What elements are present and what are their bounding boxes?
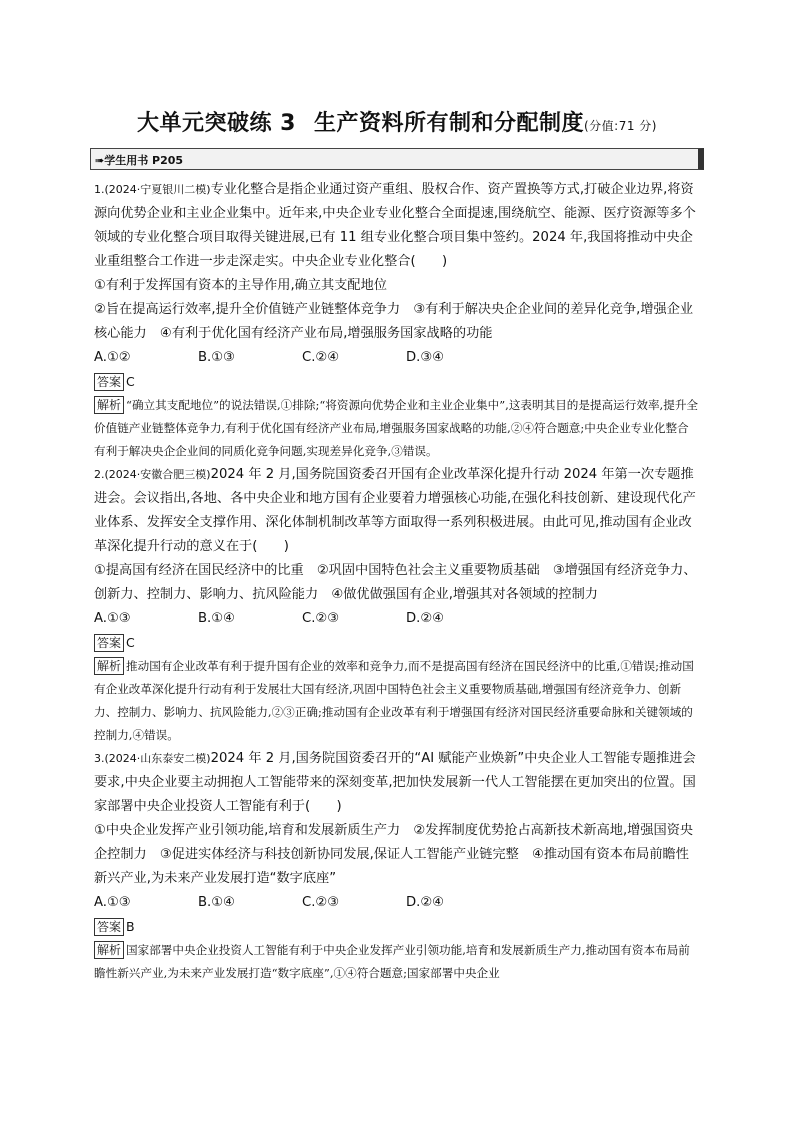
choice-d: D.③④ — [406, 350, 444, 365]
title-main: 大单元突破练 3 — [137, 111, 296, 136]
page-title — [0, 106, 794, 137]
choice-c: C.②④ — [302, 350, 340, 365]
question-text: 专业化整合是指企业通过资产重组、股权合作、资产置换等方式,打破企业边界,将资源向优势企业和主业企业集中。近年来,中央企业专业化整合全面提速,围绕航空、能源、医疗资源等多个领域的专业化整合项目取得关键进展,已有 11 组专业化整合项目集中签约。2024 年,我国将推动中央企业重组整合工作进一步走深走实。中央企业专业化整合( ) — [94, 182, 696, 269]
explanation-text: 推动国有企业改革有利于提升国有企业的效率和竞争力,而不是提高国有经济在国民经济中的比重,①错误;推动国有企业改革深化提升行动有利于发展壮大国有经济,巩固中国特色社会主义重要物质基础,增强国有经济竞争力、创新力、控制力、影响力、抗风险能力,②③正确;推动国有企业改革有利于增强国有经济对国民经济重要命脉和关键领域的控制力,④错误。 — [94, 659, 694, 742]
answer-value: C — [126, 635, 135, 650]
choice-row — [94, 346, 700, 370]
explain-tag: 解析 — [94, 941, 124, 959]
question-1 — [94, 178, 700, 463]
choice-b: B.①③ — [198, 350, 235, 365]
answer-tag: 答案 — [94, 373, 124, 391]
question-source: 2.(2024·安徽合肥三模) — [94, 468, 211, 481]
question-option: ①中央企业发挥产业引领功能,培育和发展新质生产力 ②发挥制度优势抢占高新技术新高地,增强国资央企控制力 ③促进实体经济与科技创新协同发展,保证人工智能产业链完整 ④推动国有资本布局前瞻性新兴产业,为未来产业发展打造“数字底座” — [94, 823, 694, 886]
question-list — [94, 178, 700, 985]
explain-tag: 解析 — [94, 657, 124, 675]
explanation-text: “确立其支配地位”的说法错误,①排除;“将资源向优势企业和主业企业集中”,这表明其目的是提高运行效率,提升全价值链产业链整体竞争力,有利于优化国有经济产业布局,增强服务国家战略的功能,②④符合题意;中央企业专业化整合有利于解决央企企业间的同质化竞争问题,实现差异化竞争,③错误。 — [94, 398, 699, 458]
question-option: ①有利于发挥国有资本的主导作用,确立其支配地位 — [94, 278, 387, 293]
choice-c: C.②③ — [302, 611, 340, 626]
choice-d: D.②④ — [406, 611, 444, 626]
section-bar — [90, 148, 704, 170]
choice-a: A.①③ — [94, 895, 131, 910]
choice-a: A.①③ — [94, 611, 131, 626]
question-2 — [94, 463, 700, 747]
answer-line — [94, 371, 700, 393]
title-score: (分值:71 分) — [583, 119, 657, 133]
question-option: ②旨在提高运行效率,提升全价值链产业链整体竞争力 ③有利于解决央企企业间的差异化竞争,增强企业核心能力 ④有利于优化国有经济产业布局,增强服务国家战略的功能 — [94, 302, 694, 341]
choice-b: B.①④ — [198, 611, 235, 626]
question-stem — [94, 178, 700, 274]
explanation — [94, 394, 700, 463]
section-bar-label: ➠学生用书 P205 — [95, 154, 184, 167]
question-stem — [94, 463, 700, 559]
choice-c: C.②③ — [302, 895, 340, 910]
question-text: 2024 年 2 月,国务院国资委召开的“AI 赋能产业焕新”中央企业人工智能专题推进会要求,中央企业要主动拥抱人工智能带来的深刻变革,把加快发展新一代人工智能摆在更加突出的位置。国家部署中央企业投资人工智能有利于( ) — [94, 751, 696, 814]
answer-tag: 答案 — [94, 634, 124, 652]
choice-b: B.①④ — [198, 895, 235, 910]
question-text: 2024 年 2 月,国务院国资委召开国有企业改革深化提升行动 2024 年第一次专题推进会。会议指出,各地、各中央企业和地方国有企业要着力增强核心功能,在强化科技创新、建设现代化产业体系、发挥安全支撑作用、深化体制机制改革等方面取得一系列积极进展。由此可见,推动国有企业改革深化提升行动的意义在于( ) — [94, 467, 696, 554]
answer-line — [94, 916, 700, 938]
answer-line — [94, 632, 700, 654]
question-3 — [94, 747, 700, 985]
title-sub: 生产资料所有制和分配制度 — [313, 111, 584, 136]
choice-d: D.②④ — [406, 895, 444, 910]
question-stem — [94, 747, 700, 819]
explanation — [94, 939, 700, 985]
choice-row — [94, 607, 700, 631]
explain-tag: 解析 — [94, 396, 124, 414]
explanation-text: 国家部署中央企业投资人工智能有利于中央企业发挥产业引领功能,培育和发展新质生产力,推动国有资本布局前瞻性新兴产业,为未来产业发展打造“数字底座”,①④符合题意;国家部署中央企业 — [94, 943, 690, 980]
answer-value: C — [126, 374, 135, 389]
choice-row — [94, 891, 700, 915]
answer-tag: 答案 — [94, 918, 124, 936]
explanation — [94, 655, 700, 747]
answer-value: B — [126, 919, 135, 934]
question-source: 1.(2024·宁夏银川二模) — [94, 183, 211, 196]
choice-a: A.①② — [94, 350, 131, 365]
question-source: 3.(2024·山东泰安二模) — [94, 752, 211, 765]
question-option: ①提高国有经济在国民经济中的比重 ②巩固中国特色社会主义重要物质基础 ③增强国有经济竞争力、创新力、控制力、影响力、抗风险能力 ④做优做强国有企业,增强其对各领域的控制力 — [94, 563, 697, 602]
